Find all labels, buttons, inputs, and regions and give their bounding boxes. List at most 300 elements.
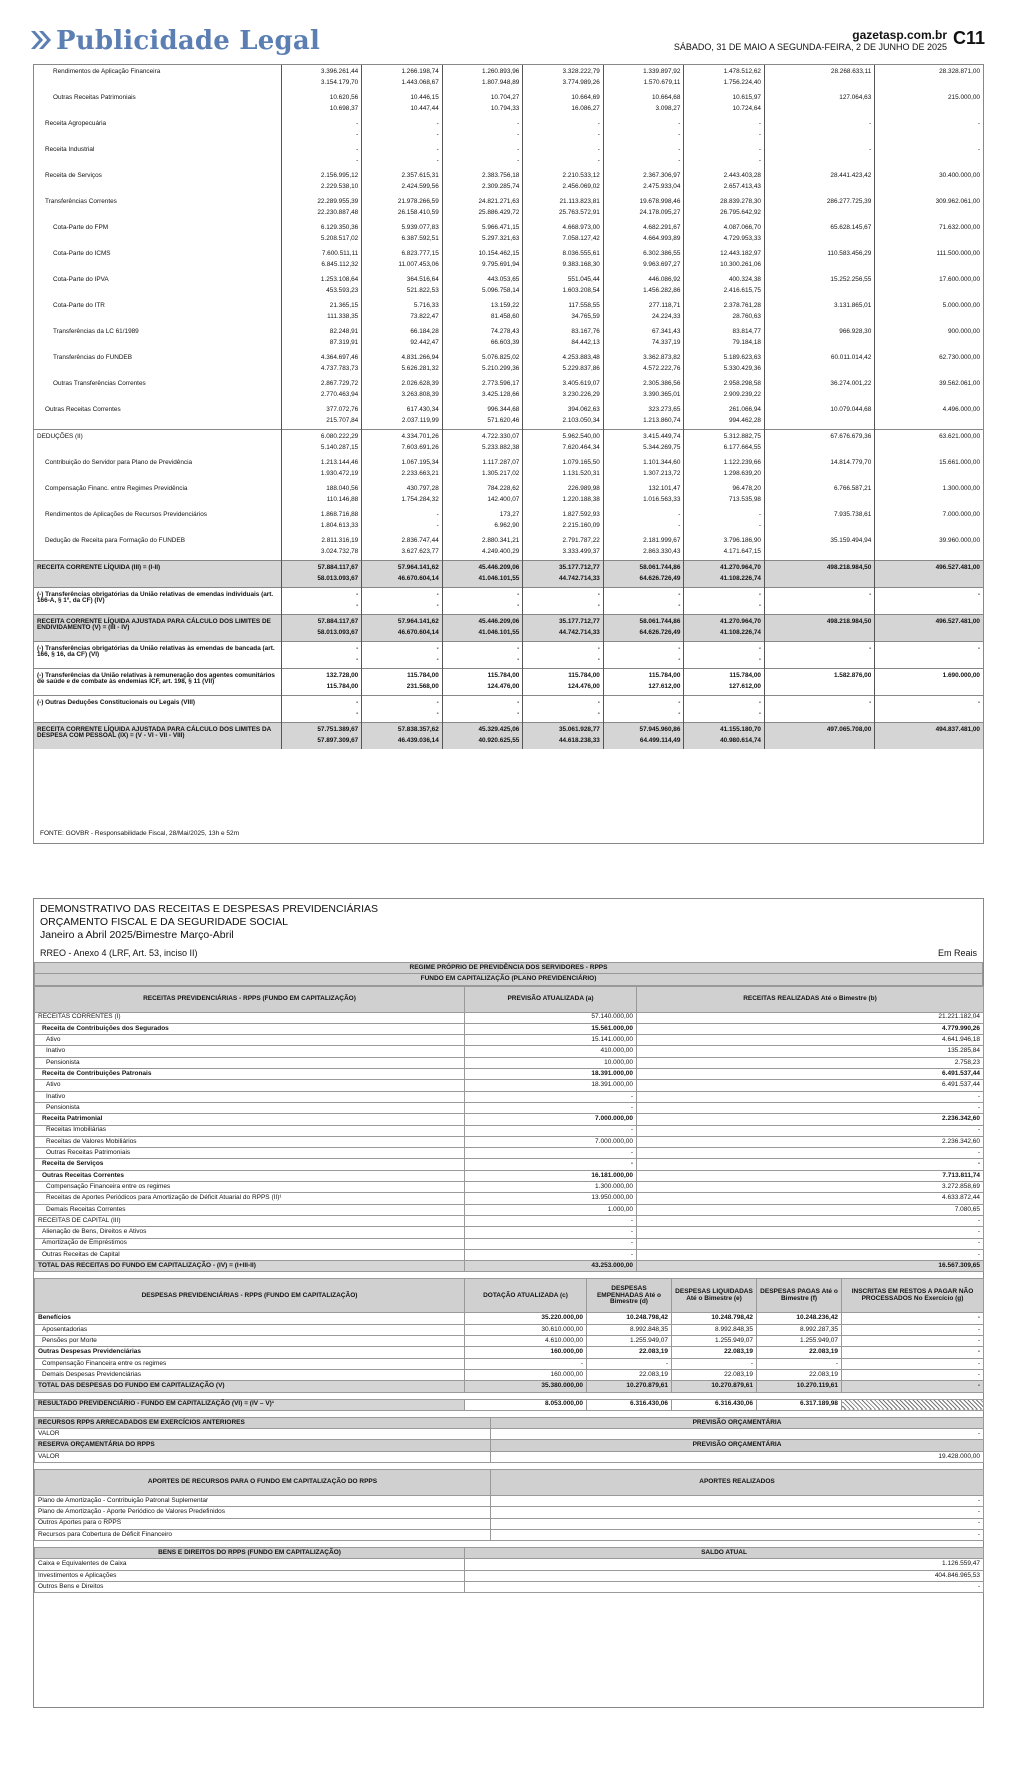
despesas-col-header: DOTAÇÃO ATUALIZADA (c) bbox=[465, 1279, 587, 1313]
despesas-col-header: DESPESAS PREVIDENCIÁRIAS - RPPS (FUNDO EM CAPITALIZAÇÃO) bbox=[35, 1279, 465, 1313]
rcl-value: 124.476,00 bbox=[487, 683, 520, 690]
rcl-row-label: (-) Transferências obrigatórias da União relativas de emendas individuais (art. 166-A, § 1º, da CF) (IV) bbox=[34, 588, 281, 615]
rcl-month-cell bbox=[523, 561, 604, 588]
reserva-head: RESERVA ORÇAMENTÁRIA DO RPPS bbox=[35, 1440, 491, 1451]
rcl-total-cell bbox=[764, 117, 874, 143]
rcl-value: 26.795.642,92 bbox=[720, 209, 761, 216]
rcl-value: 28.839.278,30 bbox=[720, 198, 761, 205]
rcl-month-cell bbox=[442, 534, 523, 561]
rcl-forecast: 496.527.481,00 bbox=[935, 564, 980, 571]
rcl-total-cell bbox=[764, 91, 874, 117]
bens-label: Caixa e Equivalentes de Caixa bbox=[35, 1559, 465, 1570]
rcl-row-label: (-) Transferências da União relativas à remuneração dos agentes comunitários de saúde e de combate às endemias ICF, art. 198, § 11 (VII) bbox=[34, 669, 281, 696]
rcl-month-cell bbox=[362, 91, 443, 117]
rcl-forecast: 309.962.061,00 bbox=[935, 198, 980, 205]
rcl-month-cell bbox=[603, 299, 684, 325]
rcl-month-cell bbox=[684, 351, 765, 377]
rcl-grid bbox=[34, 65, 983, 749]
rcl-total: 28.268.633,11 bbox=[830, 68, 872, 75]
rcl-value: 2.416.615,75 bbox=[723, 287, 761, 294]
receitas-row bbox=[35, 1170, 984, 1181]
rcl-month-cell bbox=[684, 91, 765, 117]
bens-row bbox=[35, 1559, 984, 1570]
receitas-label: Pensionista bbox=[35, 1057, 465, 1068]
rcl-value: 400.324,38 bbox=[728, 276, 761, 283]
rcl-value: 551.045,44 bbox=[567, 276, 600, 283]
rcl-value: - bbox=[517, 656, 520, 663]
despesas-row bbox=[35, 1313, 984, 1324]
rcl-row-label: Cota-Parte do ITR bbox=[53, 302, 105, 309]
rcl-value: - bbox=[356, 120, 359, 127]
rcl-total: 966.928,30 bbox=[839, 328, 872, 335]
rcl-value: 784.228,62 bbox=[487, 485, 520, 492]
rcl-month-cell bbox=[362, 642, 443, 669]
despesas-row bbox=[35, 1347, 984, 1358]
rcl-value: 57.751.389,67 bbox=[317, 726, 359, 733]
rcl-total: 15.252.256,55 bbox=[830, 276, 872, 283]
rcl-month-cell bbox=[281, 117, 362, 143]
rcl-month-cell bbox=[281, 723, 362, 750]
report-subtitle: ORÇAMENTO FISCAL E DA SEGURIDADE SOCIAL bbox=[40, 916, 288, 928]
resultado-table bbox=[34, 1399, 984, 1411]
rcl-month-cell bbox=[362, 273, 443, 299]
rcl-row bbox=[34, 534, 983, 561]
rcl-value: 3.263.808,39 bbox=[401, 391, 439, 398]
rcl-month-cell bbox=[281, 247, 362, 273]
rcl-value: 2.880.341,21 bbox=[481, 537, 520, 544]
rcl-month-cell bbox=[523, 482, 604, 508]
aportes-value: - bbox=[491, 1529, 984, 1540]
rcl-month-cell bbox=[362, 456, 443, 482]
despesas-value: 10.270.879,61 bbox=[587, 1381, 672, 1392]
rcl-month-cell bbox=[523, 642, 604, 669]
rcl-value: 132.101,47 bbox=[648, 485, 681, 492]
resultado-value: 6.317.189,98 bbox=[757, 1399, 842, 1410]
rcl-value: - bbox=[517, 157, 520, 164]
rcl-row bbox=[34, 456, 983, 482]
rcl-value: 2.181.999,67 bbox=[643, 537, 681, 544]
rcl-value: 35.177.712,77 bbox=[558, 618, 600, 625]
rcl-forecast: - bbox=[977, 591, 980, 598]
rcl-value: 215.707,84 bbox=[326, 417, 359, 424]
rcl-forecast: 63.621.000,00 bbox=[939, 433, 980, 440]
receitas-realized: 2.236.342,60 bbox=[637, 1114, 984, 1125]
rcl-value: - bbox=[517, 699, 520, 706]
rcl-total-cell bbox=[764, 482, 874, 508]
rcl-value: 2.026.628,39 bbox=[401, 380, 439, 387]
rcl-forecast-cell bbox=[875, 723, 983, 750]
rcl-value: - bbox=[758, 120, 761, 127]
rcl-value: 4.682.291,67 bbox=[643, 224, 681, 231]
rcl-forecast-cell bbox=[875, 669, 983, 696]
rcl-month-cell bbox=[684, 221, 765, 247]
aportes-label: Outros Aportes para o RPPS bbox=[35, 1518, 491, 1529]
rcl-value: 6.962,90 bbox=[494, 522, 520, 529]
rcl-value: 3.333.499,37 bbox=[562, 548, 600, 555]
rcl-month-cell bbox=[603, 273, 684, 299]
rcl-forecast-cell bbox=[875, 247, 983, 273]
rcl-value: 453.593,23 bbox=[326, 287, 359, 294]
despesas-label: Demais Despesas Previdenciárias bbox=[35, 1369, 465, 1380]
rcl-value: 6.302.386,55 bbox=[643, 250, 681, 257]
rcl-row bbox=[34, 430, 983, 457]
rcl-month-cell bbox=[523, 195, 604, 221]
rcl-value: 443.053,65 bbox=[487, 276, 520, 283]
despesas-value: 35.220.000,00 bbox=[465, 1313, 587, 1324]
receitas-row bbox=[35, 1215, 984, 1226]
rcl-month-cell bbox=[603, 696, 684, 723]
rcl-month-cell bbox=[442, 377, 523, 403]
rcl-month-cell bbox=[684, 65, 765, 91]
rcl-value: - bbox=[436, 656, 439, 663]
report-annex: RREO - Anexo 4 (LRF, Art. 53, inciso II) bbox=[40, 948, 198, 958]
rcl-value: 4.668.973,00 bbox=[562, 224, 600, 231]
aportes-row bbox=[35, 1507, 984, 1518]
receitas-row bbox=[35, 1023, 984, 1034]
rcl-month-cell bbox=[684, 508, 765, 534]
despesas-value: 160.000,00 bbox=[465, 1347, 587, 1358]
rcl-month-cell bbox=[603, 65, 684, 91]
rcl-month-cell bbox=[442, 65, 523, 91]
aportes-table bbox=[34, 1469, 984, 1541]
rcl-value: - bbox=[678, 645, 681, 652]
rcl-value: - bbox=[436, 645, 439, 652]
rcl-value: 4.334.701,26 bbox=[401, 433, 439, 440]
receitas-realized: 4.633.872,44 bbox=[637, 1193, 984, 1204]
receitas-label: Outras Receitas de Capital bbox=[35, 1249, 465, 1260]
rcl-total: 28.441.423,42 bbox=[830, 172, 872, 179]
rcl-forecast: - bbox=[977, 146, 980, 153]
receitas-label: Pensionista bbox=[35, 1102, 465, 1113]
rcl-value: - bbox=[356, 656, 359, 663]
rcl-value: - bbox=[597, 645, 600, 652]
rcl-month-cell bbox=[281, 91, 362, 117]
rcl-total: 35.159.494,94 bbox=[830, 537, 872, 544]
rcl-month-cell bbox=[362, 117, 443, 143]
rcl-month-cell bbox=[281, 482, 362, 508]
rcl-month-cell bbox=[281, 642, 362, 669]
rcl-month-cell bbox=[603, 588, 684, 615]
receitas-forecast: 410.000,00 bbox=[465, 1046, 637, 1057]
receitas-label: RECEITAS DE CAPITAL (III) bbox=[35, 1215, 465, 1226]
site-url[interactable]: gazetasp.com.br bbox=[852, 28, 947, 42]
rcl-forecast-cell bbox=[875, 430, 983, 457]
rcl-total: 286.277.725,39 bbox=[826, 198, 872, 205]
rcl-value: 1.827.592,93 bbox=[562, 511, 600, 518]
rcl-month-cell bbox=[362, 588, 443, 615]
rcl-value: 19.678.998,46 bbox=[639, 198, 681, 205]
aportes-row bbox=[35, 1529, 984, 1540]
aportes-value: - bbox=[491, 1495, 984, 1506]
rcl-value: 5.330.429,36 bbox=[723, 365, 761, 372]
despesas-value: 10.248.798,42 bbox=[587, 1313, 672, 1324]
rcl-value: 2.305.386,56 bbox=[643, 380, 681, 387]
rcl-month-cell bbox=[362, 561, 443, 588]
rcl-value: 10.794,33 bbox=[490, 105, 520, 112]
receitas-realized: 2.758,23 bbox=[637, 1057, 984, 1068]
previdencia-table bbox=[33, 898, 984, 1708]
rcl-month-cell bbox=[362, 508, 443, 534]
rcl-month-cell bbox=[684, 561, 765, 588]
rcl-month-cell bbox=[684, 696, 765, 723]
aportes-label: Plano de Amortização - Aporte Periódico de Valores Predefinidos bbox=[35, 1507, 491, 1518]
rcl-month-cell bbox=[684, 169, 765, 195]
rcl-row-label: Outras Receitas Correntes bbox=[45, 406, 121, 413]
rcl-row bbox=[34, 669, 983, 696]
reserva-value: 19.428.000,00 bbox=[491, 1451, 984, 1462]
rcl-value: 5.962.540,00 bbox=[562, 433, 600, 440]
despesas-label: Compensação Financeira entre os regimes bbox=[35, 1358, 465, 1369]
receitas-realized: - bbox=[637, 1148, 984, 1159]
bens-value: - bbox=[465, 1582, 984, 1593]
rcl-forecast-cell bbox=[875, 456, 983, 482]
rcl-total-cell bbox=[764, 508, 874, 534]
rcl-value: - bbox=[758, 146, 761, 153]
rcl-value: - bbox=[678, 120, 681, 127]
rcl-row bbox=[34, 351, 983, 377]
rcl-value: - bbox=[517, 131, 520, 138]
aportes-head: APORTES DE RECURSOS PARA O FUNDO EM CAPITALIZAÇÃO DO RPPS bbox=[35, 1469, 491, 1495]
rcl-value: 2.378.761,28 bbox=[723, 302, 761, 309]
rcl-forecast-cell bbox=[875, 377, 983, 403]
receitas-realized: 4.779.990,26 bbox=[637, 1023, 984, 1034]
rcl-month-cell bbox=[523, 377, 604, 403]
receitas-row bbox=[35, 1227, 984, 1238]
rcl-month-cell bbox=[684, 669, 765, 696]
rcl-value: 1.456.282,86 bbox=[643, 287, 681, 294]
bens-row bbox=[35, 1582, 984, 1593]
rcl-total: - bbox=[869, 146, 872, 153]
rcl-value: 5.208.517,02 bbox=[320, 235, 359, 242]
rcl-row-label: Cota-Parte do IPVA bbox=[53, 276, 109, 283]
rcl-total-cell bbox=[764, 723, 874, 750]
rcl-row bbox=[34, 723, 983, 750]
receitas-col-header: PREVISÃO ATUALIZADA (a) bbox=[465, 986, 637, 1012]
rcl-month-cell bbox=[684, 117, 765, 143]
rcl-row bbox=[34, 642, 983, 669]
rcl-month-cell bbox=[362, 299, 443, 325]
rcl-value: 1.213.144,46 bbox=[320, 459, 359, 466]
rcl-value: 5.096.758,14 bbox=[481, 287, 520, 294]
rcl-value: 3.405.619,07 bbox=[562, 380, 600, 387]
rcl-month-cell bbox=[603, 642, 684, 669]
rcl-value: 1.079.165,50 bbox=[562, 459, 600, 466]
rcl-value: 46.670.604,14 bbox=[397, 629, 439, 636]
aportes-value: - bbox=[491, 1507, 984, 1518]
rcl-row-label: Receita de Serviços bbox=[45, 172, 102, 179]
rcl-month-cell bbox=[362, 325, 443, 351]
rcl-month-cell bbox=[684, 143, 765, 169]
rcl-value: - bbox=[758, 645, 761, 652]
rcl-value: 66.603,39 bbox=[490, 339, 520, 346]
rcl-month-cell bbox=[362, 403, 443, 430]
rcl-value: 92.442,47 bbox=[410, 339, 439, 346]
receitas-forecast: 43.253.000,00 bbox=[465, 1261, 637, 1272]
rcl-month-cell bbox=[603, 143, 684, 169]
rcl-value: - bbox=[758, 591, 761, 598]
rcl-month-cell bbox=[362, 143, 443, 169]
rcl-total-cell bbox=[764, 221, 874, 247]
rcl-value: 2.383.756,18 bbox=[481, 172, 520, 179]
despesas-label: Benefícios bbox=[35, 1313, 465, 1324]
page-number: C11 bbox=[952, 28, 985, 48]
rcl-month-cell bbox=[281, 456, 362, 482]
rcl-total-cell bbox=[764, 247, 874, 273]
rcl-month-cell bbox=[442, 91, 523, 117]
page-header bbox=[30, 22, 985, 62]
rcl-value: 2.867.729,72 bbox=[320, 380, 359, 387]
rcl-month-cell bbox=[684, 299, 765, 325]
rcl-value: - bbox=[517, 591, 520, 598]
rcl-value: 9.383.168,30 bbox=[562, 261, 600, 268]
rcl-value: - bbox=[678, 146, 681, 153]
rcl-month-cell bbox=[523, 143, 604, 169]
receitas-row bbox=[35, 1159, 984, 1170]
rcl-value: 58.061.744,86 bbox=[639, 618, 681, 625]
receitas-row bbox=[35, 1148, 984, 1159]
rcl-month-cell bbox=[281, 351, 362, 377]
rcl-month-cell bbox=[442, 403, 523, 430]
receitas-col-header: RECEITAS REALIZADAS Até o Bimestre (b) bbox=[637, 986, 984, 1012]
receitas-label: Outras Receitas Correntes bbox=[35, 1170, 465, 1181]
rcl-value: 44.618.238,33 bbox=[558, 737, 600, 744]
rcl-month-cell bbox=[442, 723, 523, 750]
rcl-total: - bbox=[869, 699, 872, 706]
rcl-month-cell bbox=[523, 696, 604, 723]
receitas-row bbox=[35, 1193, 984, 1204]
rcl-month-cell bbox=[281, 299, 362, 325]
rcl-value: - bbox=[436, 591, 439, 598]
rcl-value: 24.224,33 bbox=[651, 313, 681, 320]
rcl-month-cell bbox=[523, 91, 604, 117]
rcl-row-label: Rendimentos de Aplicações de Recursos Previdenciários bbox=[45, 511, 207, 518]
rcl-row bbox=[34, 588, 983, 615]
rcl-month-cell bbox=[281, 273, 362, 299]
rcl-value: - bbox=[436, 522, 439, 529]
despesas-value: - bbox=[842, 1336, 984, 1347]
despesas-value: 4.610.000,00 bbox=[465, 1336, 587, 1347]
rcl-value: - bbox=[678, 602, 681, 609]
report-period: Janeiro a Abril 2025/Bimestre Março-Abril bbox=[40, 929, 234, 941]
rcl-value: 1.117.287,07 bbox=[482, 459, 520, 466]
rcl-value: 73.822,47 bbox=[410, 313, 439, 320]
rcl-row-label: Receita Industrial bbox=[45, 146, 95, 153]
rcl-value: 1.478.512,62 bbox=[723, 68, 761, 75]
rcl-value: 115.784,00 bbox=[487, 672, 520, 679]
rcl-month-cell bbox=[442, 247, 523, 273]
despesas-value: 22.083,19 bbox=[757, 1347, 842, 1358]
receitas-row bbox=[35, 1204, 984, 1215]
rcl-value: 4.572.222,76 bbox=[643, 365, 681, 372]
rcl-forecast: 71.632.000,00 bbox=[939, 224, 980, 231]
rcl-value: 7.603.691,26 bbox=[401, 444, 439, 451]
rcl-row bbox=[34, 696, 983, 723]
rcl-row bbox=[34, 143, 983, 169]
receitas-header bbox=[35, 986, 984, 1012]
rcl-total: 14.814.779,70 bbox=[830, 459, 872, 466]
despesas-col-header: DESPESAS EMPENHADAS Até o Bimestre (d) bbox=[587, 1279, 672, 1313]
receitas-realized: 6.491.537,44 bbox=[637, 1069, 984, 1080]
rcl-value: 41.155.180,70 bbox=[720, 726, 761, 733]
rcl-month-cell bbox=[603, 534, 684, 561]
rcl-month-cell bbox=[684, 403, 765, 430]
rcl-value: 1.101.344,60 bbox=[643, 459, 681, 466]
receitas-forecast: 1.000,00 bbox=[465, 1204, 637, 1215]
rcl-total-cell bbox=[764, 351, 874, 377]
aportes-label: Recursos para Cobertura de Déficit Financeiro bbox=[35, 1529, 491, 1540]
receitas-forecast: - bbox=[465, 1148, 637, 1159]
rcl-value: - bbox=[597, 591, 600, 598]
rcl-value: 4.831.266,94 bbox=[401, 354, 439, 361]
rcl-value: 521.822,53 bbox=[406, 287, 439, 294]
rcl-value: 3.154.179,70 bbox=[320, 79, 359, 86]
rcl-value: 364.516,64 bbox=[406, 276, 439, 283]
rcl-month-cell bbox=[523, 669, 604, 696]
rcl-month-cell bbox=[684, 195, 765, 221]
receitas-col-header: RECEITAS PREVIDENCIÁRIAS - RPPS (FUNDO EM CAPITALIZAÇÃO) bbox=[35, 986, 465, 1012]
despesas-value: - bbox=[842, 1369, 984, 1380]
despesas-value: 22.083,19 bbox=[757, 1369, 842, 1380]
receitas-forecast: 16.181.000,00 bbox=[465, 1170, 637, 1181]
receitas-row bbox=[35, 1261, 984, 1272]
rcl-value: 231.568,00 bbox=[406, 683, 439, 690]
rcl-value: 10.724,64 bbox=[732, 105, 761, 112]
recursos-label: VALOR bbox=[35, 1429, 491, 1440]
despesas-value: - bbox=[842, 1347, 984, 1358]
rcl-value: - bbox=[678, 591, 681, 598]
rcl-month-cell bbox=[442, 299, 523, 325]
rcl-value: 84.442,13 bbox=[571, 339, 600, 346]
rcl-value: 5.233.882,38 bbox=[481, 444, 520, 451]
rcl-forecast: 1.690.000,00 bbox=[942, 672, 980, 679]
rcl-value: 1.754.284,32 bbox=[401, 496, 439, 503]
receitas-label: Compensação Financeira entre os regimes bbox=[35, 1182, 465, 1193]
receitas-realized: 3.272.858,69 bbox=[637, 1182, 984, 1193]
receitas-forecast: 1.300.000,00 bbox=[465, 1182, 637, 1193]
rcl-forecast: 215.000,00 bbox=[948, 94, 980, 101]
rcl-month-cell bbox=[684, 377, 765, 403]
receitas-forecast: 18.391.000,00 bbox=[465, 1080, 637, 1091]
rcl-value: 41.108.226,74 bbox=[720, 575, 761, 582]
despesas-value: - bbox=[465, 1358, 587, 1369]
rcl-month-cell bbox=[684, 325, 765, 351]
rcl-month-cell bbox=[523, 169, 604, 195]
rcl-month-cell bbox=[442, 430, 523, 457]
rcl-value: 2.367.306,97 bbox=[643, 172, 681, 179]
rcl-forecast-cell bbox=[875, 351, 983, 377]
rcl-value: 3.425.128,66 bbox=[481, 391, 520, 398]
rcl-value: 3.396.261,44 bbox=[320, 68, 359, 75]
despesas-value: 22.083,19 bbox=[672, 1369, 757, 1380]
receitas-forecast: 18.391.000,00 bbox=[465, 1069, 637, 1080]
despesas-value: 22.083,19 bbox=[672, 1347, 757, 1358]
receitas-row bbox=[35, 1102, 984, 1113]
rcl-month-cell bbox=[442, 696, 523, 723]
rcl-month-cell bbox=[442, 195, 523, 221]
rcl-row bbox=[34, 247, 983, 273]
rcl-value: - bbox=[517, 710, 520, 717]
rcl-month-cell bbox=[684, 430, 765, 457]
despesas-value: 35.380.000,00 bbox=[465, 1381, 587, 1392]
rcl-value: 10.300.261,06 bbox=[720, 261, 761, 268]
rcl-value: 10.615,97 bbox=[732, 94, 761, 101]
resultado-value: 6.316.430,06 bbox=[672, 1399, 757, 1410]
rcl-value: 5.189.623,63 bbox=[723, 354, 761, 361]
receitas-forecast: 15.141.000,00 bbox=[465, 1035, 637, 1046]
rcl-value: 2.210.533,12 bbox=[562, 172, 600, 179]
rcl-value: 2.103.050,34 bbox=[562, 417, 600, 424]
rcl-value: 1.603.208,54 bbox=[562, 287, 600, 294]
